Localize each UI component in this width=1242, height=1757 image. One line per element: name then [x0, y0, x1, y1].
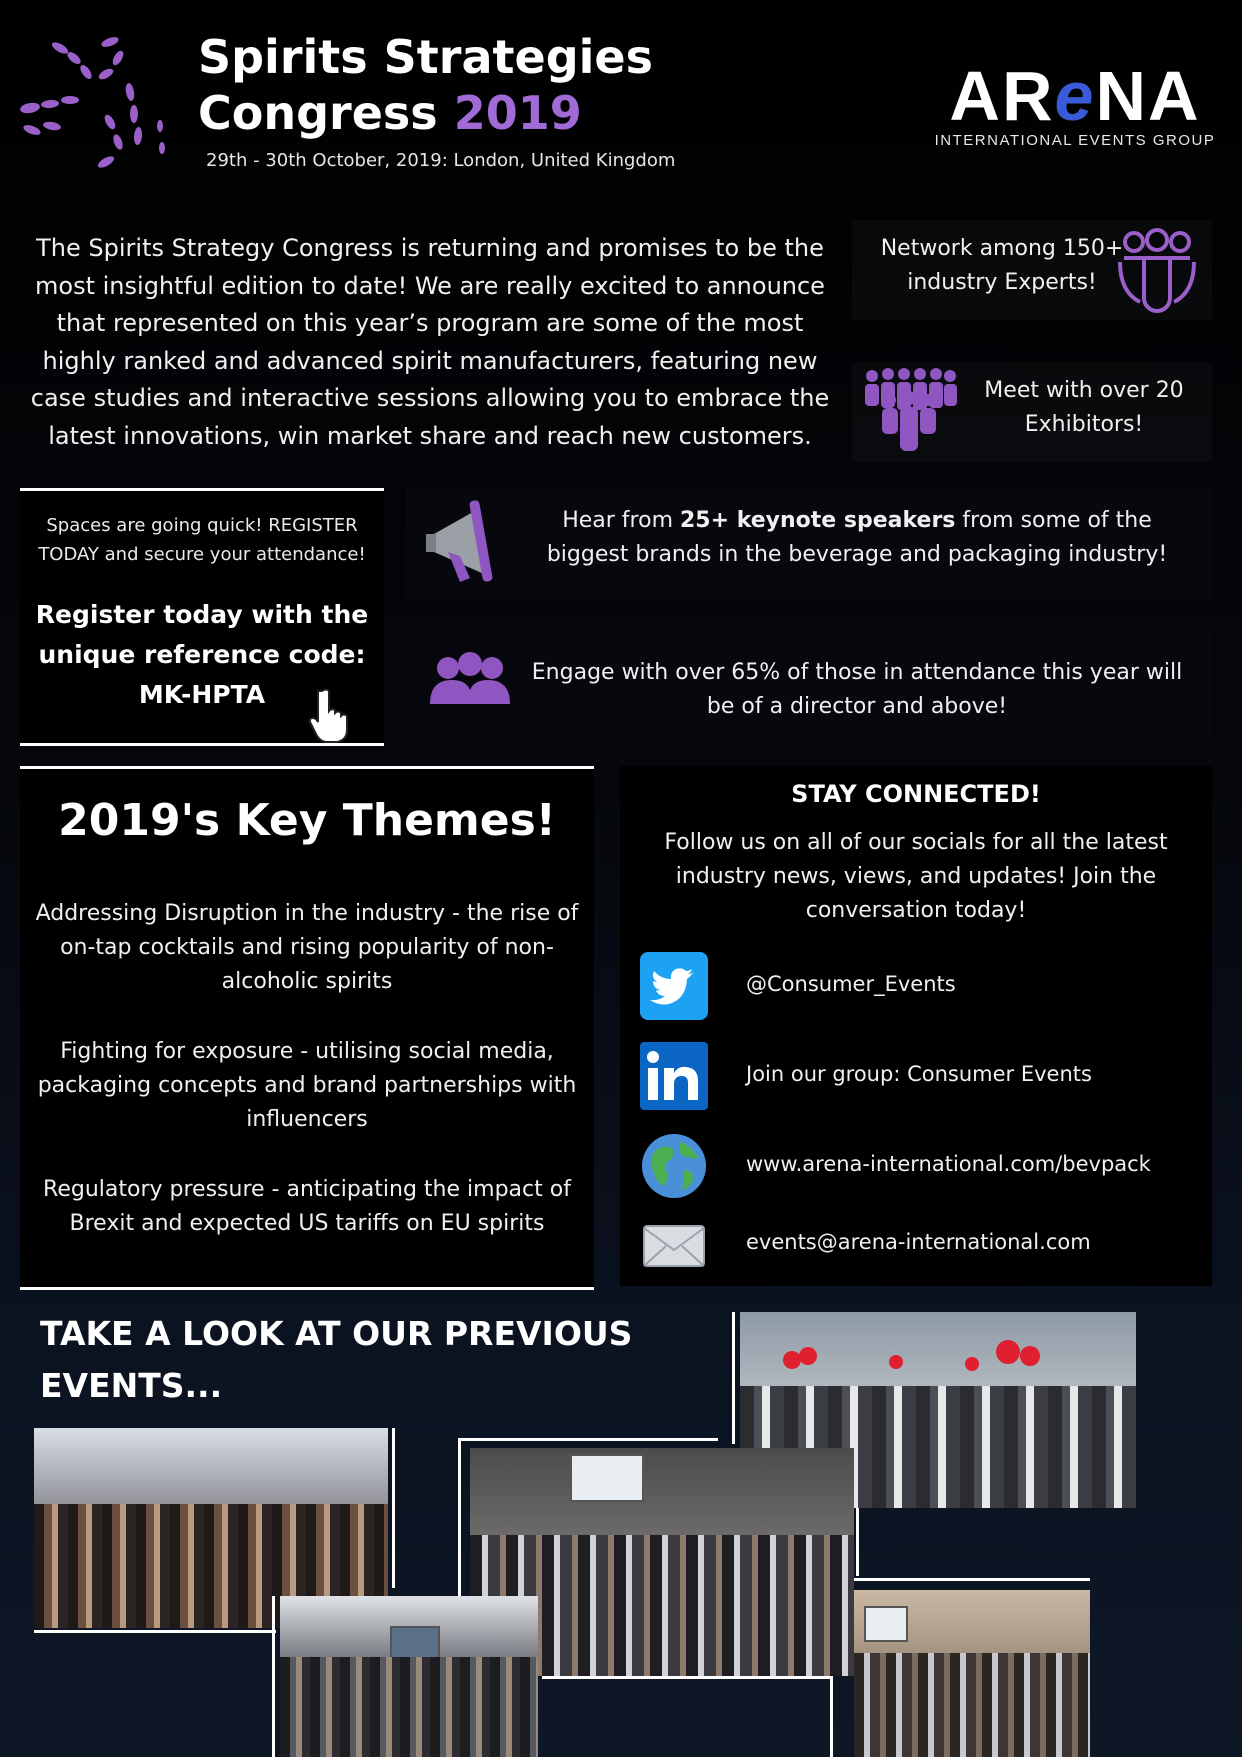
event-photo-seminar — [854, 1590, 1090, 1757]
frame-line — [830, 1676, 833, 1757]
exhibitors-stat — [852, 362, 1212, 462]
stay-connected-box — [620, 766, 1212, 1286]
frame-line — [856, 1508, 859, 1576]
globe-icon — [640, 1132, 708, 1200]
linkedin-icon — [640, 1042, 708, 1110]
arena-logo-e: e — [1054, 57, 1096, 135]
network-stat — [852, 220, 1212, 320]
theme-item: Regulatory pressure - anticipating the impact of Brexit and expected US tariffs on EU spirits — [43, 1177, 571, 1236]
frame-line — [732, 1312, 735, 1444]
twitter-handle: @Consumer_Events — [746, 972, 956, 996]
pointer-hand-icon — [308, 687, 356, 743]
website-link[interactable] — [640, 1132, 1200, 1204]
photo-crowd — [280, 1657, 538, 1757]
frame-line — [458, 1438, 718, 1441]
megaphone-icon — [426, 494, 510, 588]
event-date-location: 29th - 30th October, 2019: London, United Kingdom — [206, 150, 676, 171]
register-note: Spaces are going quick! REGISTER TODAY and secure your attendance! — [38, 515, 366, 565]
theme-item: Fighting for exposure - utilising social media, packaging concepts and brand partnerships with influencers — [37, 1039, 577, 1132]
speakers-text — [522, 504, 1192, 572]
photo-background — [470, 1448, 854, 1539]
event-title-line2 — [198, 86, 582, 140]
stay-connected-description: Follow us on all of our socials for all the latest industry news, views, and updates! Join the conversation today! — [664, 830, 1168, 923]
previous-events-title: TAKE A LOOK AT OUR PREVIOUS EVENTS... — [40, 1314, 633, 1405]
speakers-text-post: from some of the biggest brands in the beverage and packaging industry! — [546, 508, 1168, 567]
presentation-screen — [864, 1606, 908, 1642]
linkedin-link[interactable] — [640, 1042, 1200, 1114]
speakers-highlight: 25+ keynote speakers — [680, 508, 956, 533]
arena-logo-suffix: NA — [1095, 57, 1201, 135]
network-people-icon — [1114, 228, 1200, 314]
event-year: 2019 — [453, 86, 582, 140]
theme-item: Addressing Disruption in the industry - the rise of on-tap cocktails and rising popularity of non-alcoholic spirits — [35, 901, 579, 994]
engage-box — [406, 630, 1212, 740]
frame-line — [392, 1428, 395, 1588]
key-themes-box — [20, 766, 594, 1290]
intro-paragraph: The Spirits Strategy Congress is returning and promises to be the most insightful edition to date! We are really excited to announce that represented on this year’s program are some of the most highly ranked and advanced spirit manufacturers, featuring new case studies and interactive sessions allowing you to embrace the latest innovations, win market share and reach new customers. — [30, 234, 830, 450]
website-url: www.arena-international.com/bevpack — [746, 1152, 1151, 1176]
email-link[interactable] — [640, 1210, 1200, 1282]
reference-code: MK-HPTA — [138, 680, 266, 709]
congress-logo-icon — [10, 30, 170, 180]
photo-crowd — [854, 1653, 1090, 1757]
presentation-screen — [390, 1626, 440, 1660]
network-stat-text: Network among 150+ industry Experts! — [880, 236, 1124, 295]
frame-line — [854, 1578, 1090, 1581]
frame-line — [272, 1596, 275, 1757]
register-headline-text: Register today with the unique reference code: — [35, 600, 369, 669]
group-icon — [428, 652, 512, 712]
frame-line — [34, 1630, 276, 1633]
speakers-box — [406, 488, 1212, 600]
linkedin-group: Join our group: Consumer Events — [746, 1062, 1092, 1086]
arena-logo — [930, 57, 1220, 149]
presentation-screen — [570, 1454, 644, 1502]
photo-background — [34, 1428, 388, 1508]
frame-line — [542, 1676, 830, 1679]
arena-logo-prefix: AR — [949, 57, 1055, 135]
crowd-icon — [860, 364, 958, 452]
event-title-word: Congress — [198, 86, 438, 140]
exhibitors-stat-text: Meet with over 20 Exhibitors! — [984, 378, 1184, 437]
event-title-line1: Spirits Strategies — [198, 30, 653, 84]
speakers-text-pre: Hear from — [562, 508, 680, 533]
register-box — [20, 488, 384, 746]
engage-text: Engage with over 65% of those in attendance this year will be of a director and above! — [531, 660, 1183, 719]
email-address: events@arena-international.com — [746, 1230, 1091, 1254]
stay-connected-title: STAY CONNECTED! — [791, 780, 1041, 808]
twitter-icon — [640, 952, 708, 1020]
arena-logo-wordmark — [930, 57, 1220, 135]
envelope-icon — [640, 1210, 708, 1278]
arena-tagline: INTERNATIONAL EVENTS GROUP — [934, 132, 1216, 149]
twitter-link[interactable] — [640, 952, 1200, 1024]
event-photo-conference-hall — [280, 1596, 538, 1757]
key-themes-title: 2019's Key Themes! — [58, 795, 556, 846]
